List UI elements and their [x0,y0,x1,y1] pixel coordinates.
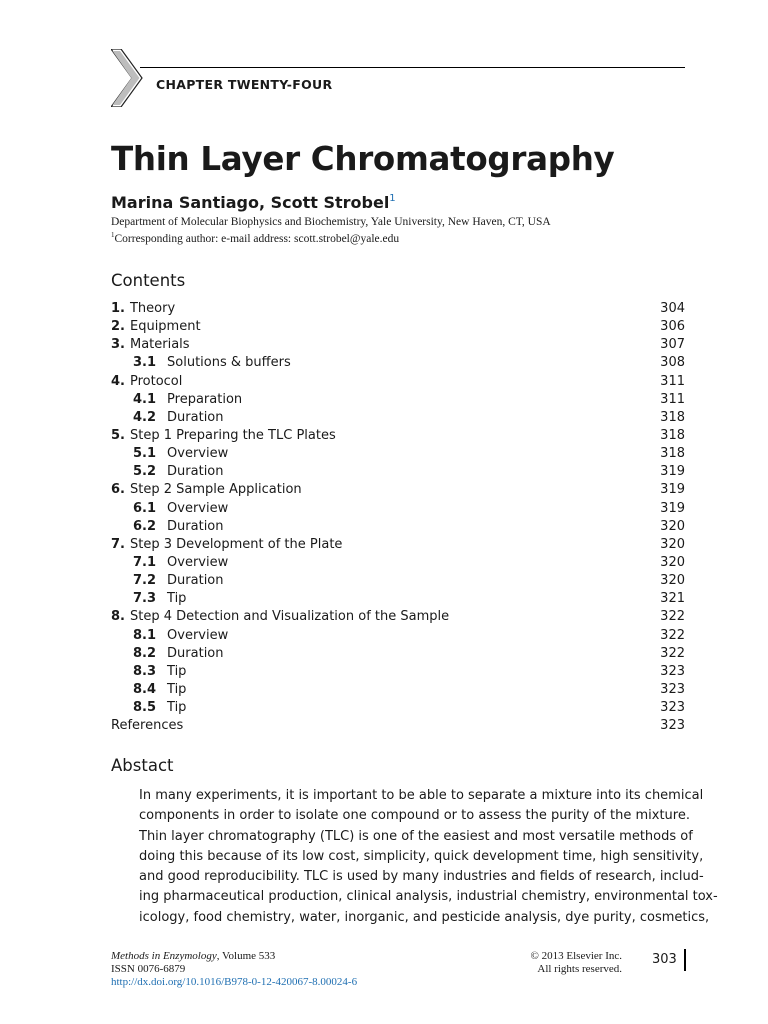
toc-entry[interactable] [111,554,685,572]
toc-entry-title [111,427,336,445]
toc-entry-page: 319 [660,500,685,516]
toc-entry-page: 318 [660,427,685,443]
toc-entry-page: 320 [660,554,685,570]
toc-entry-label: Protocol [129,373,183,389]
page-title: Thin Layer Chromatography [111,140,615,178]
toc-entry-label: Solutions & buffers [167,355,291,371]
abstract-heading: Abstact [111,756,174,775]
toc-entry-title [133,391,242,409]
toc-entry-number: 2. [111,319,125,335]
toc-entry-number: 8. [111,609,125,625]
toc-entry[interactable] [111,391,685,409]
toc-entry[interactable] [111,354,685,372]
toc-entry[interactable] [111,463,685,481]
toc-entry[interactable] [111,699,685,717]
toc-entry[interactable] [111,500,685,518]
toc-entry-title [133,463,224,481]
toc-entry-label: Duration [167,573,224,589]
toc-entry[interactable] [111,445,685,463]
chapter-label: CHAPTER TWENTY-FOUR [156,77,333,92]
page-number-rule [684,949,686,971]
toc-entry-page: 322 [660,645,685,661]
toc-entry-label: Theory [129,301,176,316]
toc-entry[interactable] [111,318,685,336]
toc-entry-number: 4. [111,373,125,389]
journal-citation [111,950,275,964]
toc-entry[interactable] [111,536,685,554]
doi-link[interactable]: http://dx.doi.org/10.1016/B978-0-12-420067-8.00024-6 [111,976,358,988]
toc-entry-page: 320 [660,573,685,589]
toc-entry-label: Duration [167,409,224,425]
toc-entry-label: Overview [167,446,229,462]
toc-entry[interactable] [111,336,685,354]
toc-entry-page: 320 [660,536,685,552]
toc-entry-number: 7.1 [133,554,157,570]
header-rule [140,67,685,68]
toc-entry-title [133,572,224,590]
toc-entry-number: 8.5 [133,700,157,716]
toc-entry-label: Duration [167,645,224,661]
toc-entry[interactable] [111,717,685,735]
toc-entry-number: 8.2 [133,645,157,661]
toc-entry[interactable] [111,518,685,536]
toc-entry-label: Overview [167,554,229,570]
toc-entry-page: 323 [660,681,685,697]
toc-entry-number: 5.1 [133,446,157,462]
toc-entry-label: Step 3 Development of the Plate [129,536,343,552]
toc-entry-page: 318 [660,446,685,462]
toc-entry-title [133,590,186,608]
toc-entry[interactable] [111,300,685,318]
toc-entry[interactable] [111,427,685,445]
copyright: © 2013 Elsevier Inc. [530,950,622,962]
toc-entry-label: Tip [167,681,187,697]
toc-entry-number: 8.3 [133,663,157,679]
corresponding-text: Corresponding author: e-mail address: scott.strobel@yale.edu [114,232,400,245]
toc-entry-title [133,518,224,536]
toc-entry-number: 7.2 [133,573,157,589]
toc-entry-title [133,445,228,463]
toc-entry-label: Preparation [167,391,243,407]
toc-entry-title [111,608,449,626]
toc-entry-title [111,300,175,318]
toc-entry-page: 318 [660,409,685,425]
toc-entry[interactable] [111,663,685,681]
toc-entry-title [111,336,190,354]
toc-entry-label: Step 4 Detection and Visualization of the Sample [129,609,450,625]
toc-entry-page: 319 [660,464,685,480]
journal-name: Methods in Enzymology [111,950,217,962]
toc-entry[interactable] [111,645,685,663]
toc-entry-page: 306 [660,319,685,335]
table-of-contents [111,300,685,735]
toc-entry-title [133,699,186,717]
toc-entry-title [111,481,302,499]
toc-entry-title [133,681,186,699]
toc-entry-title [133,645,224,663]
toc-entry-label: Step 2 Sample Application [129,482,302,498]
toc-entry-label: Materials [129,337,190,353]
issn: ISSN 0076-6879 [111,963,186,975]
affiliation: Department of Molecular Biophysics and Biochemistry, Yale University, New Haven, CT, USA [111,216,551,228]
toc-entry-page: 322 [660,627,685,643]
toc-entry-page: 311 [660,391,685,407]
toc-entry[interactable] [111,608,685,626]
toc-entry-page: 311 [660,373,685,389]
toc-entry-number: 7.3 [133,591,157,607]
toc-entry-page: 323 [660,663,685,679]
abstract-line: doing this because of its low cost, simplicity, quick development time, high sensitivity, [139,848,704,864]
toc-entry-number: 8.4 [133,681,157,697]
abstract-body [139,786,718,928]
abstract-line: icology, food chemistry, water, inorganic, and pesticide analysis, dye purity, cosmetics, [139,909,710,925]
toc-entry-page: 320 [660,518,685,534]
toc-entry-label: Duration [167,518,224,534]
toc-entry-title [133,663,186,681]
toc-entry-label: Tip [167,663,187,679]
toc-entry-page: 321 [660,591,685,607]
toc-entry[interactable] [111,409,685,427]
journal-volume: , Volume 533 [216,950,276,962]
toc-entry-number: 8.1 [133,627,157,643]
toc-entry-page: 307 [660,337,685,353]
author-footnote-mark[interactable]: 1 [389,192,396,204]
toc-entry-label: References [111,718,184,734]
author-line [111,193,396,212]
toc-entry-title [111,717,183,735]
abstract-line: Thin layer chromatography (TLC) is one of the easiest and most versatile methods of [139,828,693,844]
abstract-line: and good reproducibility. TLC is used by many industries and fields of research, includ- [139,869,704,885]
toc-entry[interactable] [111,481,685,499]
toc-entry-label: Equipment [129,319,201,335]
toc-entry[interactable] [111,572,685,590]
toc-entry-title [111,536,342,554]
corresponding-author [111,231,399,245]
chapter-chevron-icon [111,49,143,107]
toc-entry-number: 4.1 [133,391,157,407]
toc-entry-title [133,500,228,518]
toc-entry-label: Step 1 Preparing the TLC Plates [129,427,336,443]
page-number: 303 [652,952,677,967]
toc-entry-page: 308 [660,355,685,371]
toc-entry-label: Tip [167,700,187,716]
toc-entry-page: 322 [660,609,685,625]
toc-entry-page: 323 [660,718,685,734]
toc-entry-number: 6.1 [133,500,157,516]
toc-entry-title [133,354,291,372]
toc-entry-label: Overview [167,627,229,643]
toc-entry-label: Tip [167,591,187,607]
toc-entry[interactable] [111,627,685,645]
toc-entry-number: 5.2 [133,464,157,480]
toc-entry-page: 323 [660,700,685,716]
toc-entry-number: 1. [111,301,125,316]
toc-entry-number: 6.2 [133,518,157,534]
toc-entry-number: 3.1 [133,355,157,371]
toc-entry[interactable] [111,590,685,608]
author-names: Marina Santiago, Scott Strobel [111,193,390,212]
toc-entry[interactable] [111,373,685,391]
toc-entry-number: 5. [111,427,125,443]
toc-entry-title [133,409,224,427]
toc-entry-label: Overview [167,500,229,516]
toc-entry-title [133,627,228,645]
rights-statement: All rights reserved. [537,963,622,975]
toc-entry-label: Duration [167,464,224,480]
corresponding-mark: 1 [111,231,115,239]
abstract-line: In many experiments, it is important to be able to separate a mixture into its chemical [139,788,704,803]
toc-entry-number: 3. [111,337,125,353]
toc-entry-number: 7. [111,536,125,552]
toc-entry[interactable] [111,681,685,699]
toc-entry-page: 304 [660,301,685,316]
toc-entry-number: 6. [111,482,125,498]
toc-entry-number: 4.2 [133,409,157,425]
toc-entry-page: 319 [660,482,685,498]
toc-entry-title [111,373,182,391]
contents-heading: Contents [111,271,186,290]
toc-entry-title [111,318,201,336]
toc-entry-title [133,554,228,572]
abstract-line: ing pharmaceutical production, clinical analysis, industrial chemistry, environmental tox- [139,889,718,905]
abstract-line: components in order to isolate one compound or to assess the purity of the mixture. [139,808,690,824]
